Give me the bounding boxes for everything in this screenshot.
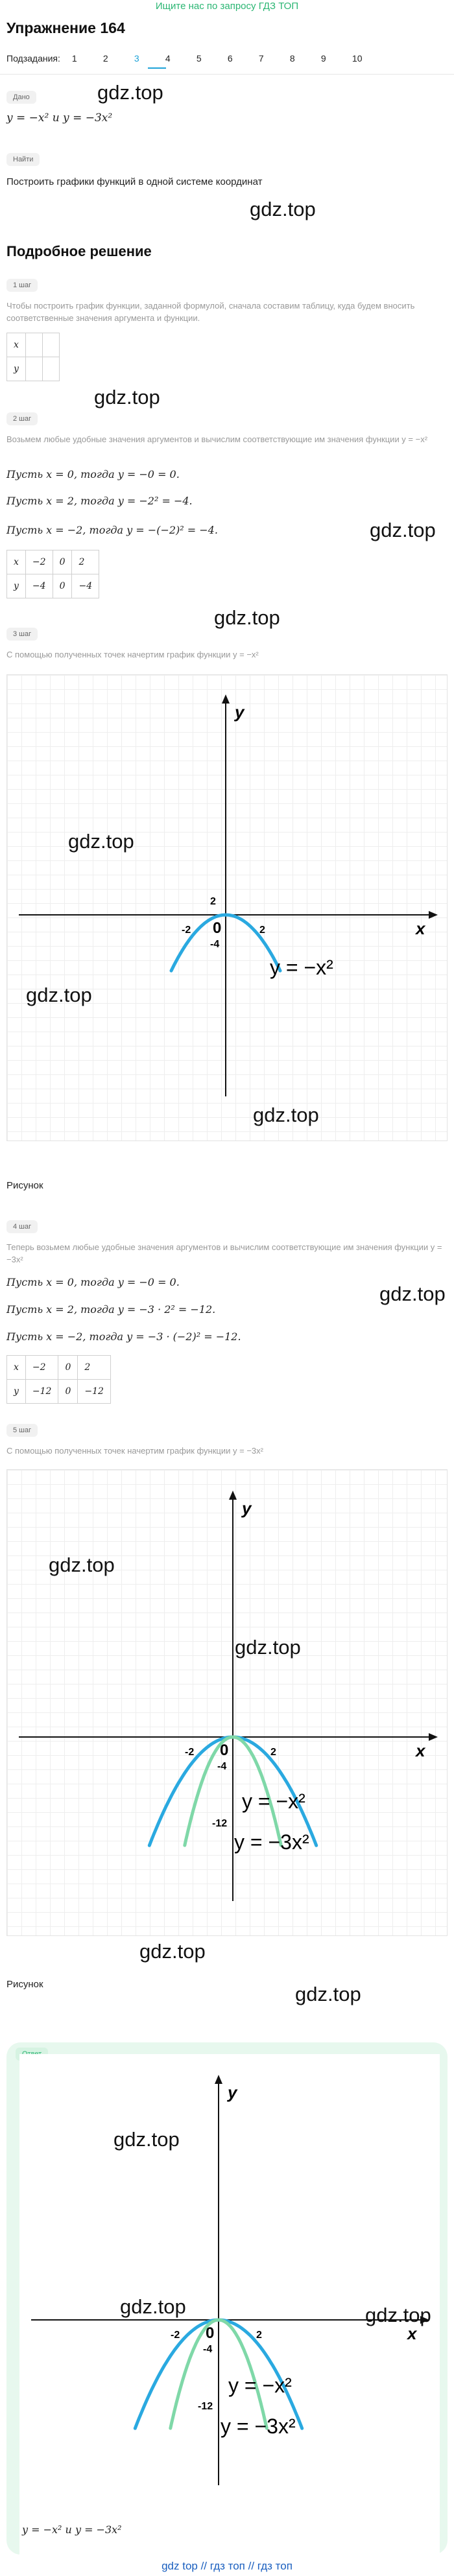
graph-2 bbox=[7, 1470, 448, 1937]
watermark: gdz.top bbox=[250, 198, 316, 220]
y-axis-arrow bbox=[222, 694, 230, 703]
step4-line-3: Пусть x = −2, тогда y = −3 · (−2)² = −12. bbox=[6, 1330, 241, 1343]
table-cell: y bbox=[7, 1380, 26, 1404]
tab-subtask-7[interactable]: 7 bbox=[258, 53, 264, 64]
x-axis-label: x bbox=[416, 919, 425, 938]
watermark: gdz.top bbox=[235, 1636, 301, 1659]
search-banner[interactable]: Ищите нас по запросу ГДЗ ТОП bbox=[155, 1, 299, 12]
series-label-1: y = −x² bbox=[270, 956, 333, 979]
table-cell: −2 bbox=[25, 1356, 58, 1380]
x-tick-label: 2 bbox=[270, 1747, 276, 1758]
x-axis-label: x bbox=[416, 1741, 425, 1760]
table-cell: x bbox=[7, 1356, 26, 1380]
divider bbox=[0, 74, 454, 75]
step5-text: С помощью полученных точек начертим график функции y = −3x² bbox=[6, 1446, 263, 1456]
series-label-1: y = −x² bbox=[228, 2374, 292, 2397]
watermark: gdz.top bbox=[214, 606, 280, 629]
answer-text: y = −x² и y = −3x² bbox=[22, 2523, 122, 2536]
watermark: gdz.top bbox=[68, 830, 134, 853]
find-text: Построить графики функций в одной системе координат bbox=[6, 176, 263, 187]
x-tick-label: 0 bbox=[206, 2324, 215, 2342]
x-tick-label: 2 bbox=[259, 925, 265, 936]
x-tick-label: -2 bbox=[171, 2330, 180, 2341]
page-title: Упражнение 164 bbox=[6, 19, 125, 36]
tab-subtask-8[interactable]: 8 bbox=[289, 53, 295, 64]
find-label: Найти bbox=[6, 153, 40, 166]
watermark: gdz.top bbox=[295, 1983, 361, 2005]
table-cell: −12 bbox=[25, 1380, 58, 1404]
watermark: gdz.top bbox=[49, 1554, 115, 1576]
watermark: gdz.top bbox=[253, 1104, 319, 1126]
graph-1 bbox=[7, 675, 448, 1142]
y-axis-arrow bbox=[229, 1491, 237, 1500]
tab-subtask-4[interactable]: 4 bbox=[165, 53, 171, 64]
x-tick-label: -2 bbox=[185, 1747, 195, 1758]
step1-text: Чтобы построить график функции, заданной формулой, сначала составим таблицу, куда будем вносить соответственные значения аргумента и функции. bbox=[6, 301, 415, 323]
tab-subtask-10[interactable]: 10 bbox=[352, 53, 363, 64]
graph-1-card bbox=[6, 674, 448, 1141]
step4-line-1: Пусть x = 0, тогда y = −0 = 0. bbox=[6, 1276, 180, 1288]
tab-subtask-5[interactable]: 5 bbox=[196, 53, 202, 64]
watermark: gdz.top bbox=[370, 519, 436, 541]
table-cell: 0 bbox=[58, 1356, 78, 1380]
table-cell: −2 bbox=[25, 550, 53, 574]
table-cell: 2 bbox=[72, 550, 99, 574]
step2-line-1: Пусть x = 0, тогда y = −0 = 0. bbox=[6, 468, 180, 480]
table-cell: y bbox=[7, 357, 26, 381]
table-cell: −4 bbox=[72, 574, 99, 598]
step1-table bbox=[6, 333, 60, 381]
x-axis-arrow bbox=[429, 1733, 438, 1741]
watermark: gdz.top bbox=[94, 386, 160, 408]
step2-line-3: Пусть x = −2, тогда y = −(−2)² = −4. bbox=[6, 524, 218, 536]
step3-text: С помощью полученных точек начертим график функции y = −x² bbox=[6, 650, 259, 659]
series-label-2: y = −3x² bbox=[221, 2415, 296, 2438]
x-tick-label: 2 bbox=[256, 2330, 262, 2341]
tab-subtask-2[interactable]: 2 bbox=[102, 53, 108, 64]
table-cell: −12 bbox=[78, 1380, 111, 1404]
step1-label: 1 шаг bbox=[6, 279, 38, 292]
subtasks-label: Подзадания: bbox=[6, 53, 60, 64]
y-tick-label: -4 bbox=[217, 1761, 227, 1772]
table-cell: 2 bbox=[78, 1356, 111, 1380]
watermark: gdz.top bbox=[26, 984, 92, 1006]
x-axis-arrow bbox=[429, 911, 438, 919]
step2-label: 2 шаг bbox=[6, 412, 38, 425]
watermark: gdz.top bbox=[97, 81, 163, 104]
y-axis-label: y bbox=[228, 2083, 237, 2102]
watermark: gdz.top bbox=[114, 2128, 180, 2151]
step4-label: 4 шаг bbox=[6, 1220, 38, 1233]
table-cell: x bbox=[7, 550, 26, 574]
figure-caption: Рисунок bbox=[6, 1979, 43, 1990]
y-axis-arrow bbox=[215, 2075, 222, 2084]
y-axis-label: y bbox=[242, 1498, 252, 1518]
x-axis-label: x bbox=[407, 2324, 417, 2343]
step3-label: 3 шаг bbox=[6, 628, 38, 641]
series-label-2: y = −3x² bbox=[234, 1830, 309, 1854]
table-cell: 0 bbox=[53, 574, 72, 598]
step5-label: 5 шаг bbox=[6, 1424, 38, 1437]
table-cell: 0 bbox=[53, 550, 72, 574]
x-tick-label: 0 bbox=[220, 1742, 229, 1759]
given-formula: y = −x² и y = −3x² bbox=[6, 112, 113, 124]
y-tick-label: -4 bbox=[210, 939, 220, 950]
watermark: gdz.top bbox=[120, 2295, 186, 2318]
step2-line-2: Пусть x = 2, тогда y = −2² = −4. bbox=[6, 495, 193, 507]
watermark: gdz.top bbox=[365, 2304, 431, 2326]
given-label: Дано bbox=[6, 91, 36, 104]
tab-subtask-1[interactable]: 1 bbox=[71, 53, 77, 64]
tab-subtask-3[interactable]: 3 bbox=[134, 53, 139, 64]
y-tick-label: 2 bbox=[210, 896, 216, 907]
step4-table bbox=[6, 1355, 111, 1404]
footer-links[interactable]: gdz top // гдз топ // гдз топ bbox=[161, 2560, 293, 2572]
y-axis-label: y bbox=[235, 702, 245, 722]
active-tab-indicator bbox=[148, 67, 166, 69]
series-label-1: y = −x² bbox=[242, 1790, 305, 1813]
tab-subtask-9[interactable]: 9 bbox=[320, 53, 326, 64]
watermark: gdz.top bbox=[379, 1282, 446, 1305]
graph-2-card bbox=[6, 1469, 448, 1936]
y-tick-label: -4 bbox=[203, 2344, 213, 2355]
x-tick-label: 0 bbox=[213, 919, 222, 937]
tab-subtask-6[interactable]: 6 bbox=[227, 53, 233, 64]
watermark: gdz.top bbox=[139, 1940, 206, 1963]
subtasks-nav bbox=[6, 53, 383, 64]
table-cell: −4 bbox=[25, 574, 53, 598]
figure-caption: Рисунок bbox=[6, 1180, 43, 1191]
step2-table bbox=[6, 550, 99, 598]
solution-title: Подробное решение bbox=[6, 243, 152, 259]
step4-line-2: Пусть x = 2, тогда y = −3 · 2² = −12. bbox=[6, 1303, 216, 1316]
step2-text: Возьмем любые удобные значения аргументов и вычислим соответствующие им значения функции y = −x² bbox=[6, 434, 428, 444]
answer-graph bbox=[19, 2054, 440, 2521]
x-tick-label: -2 bbox=[182, 925, 191, 936]
table-cell: 0 bbox=[58, 1380, 78, 1404]
table-cell: y bbox=[7, 574, 26, 598]
y-tick-label: -12 bbox=[212, 1818, 228, 1829]
table-cell: x bbox=[7, 333, 26, 357]
step4-text: Теперь возьмем любые удобные значения аргументов и вычислим соответствующие им значения функции y = −3x² bbox=[6, 1242, 442, 1264]
y-tick-label: -12 bbox=[198, 2401, 213, 2412]
